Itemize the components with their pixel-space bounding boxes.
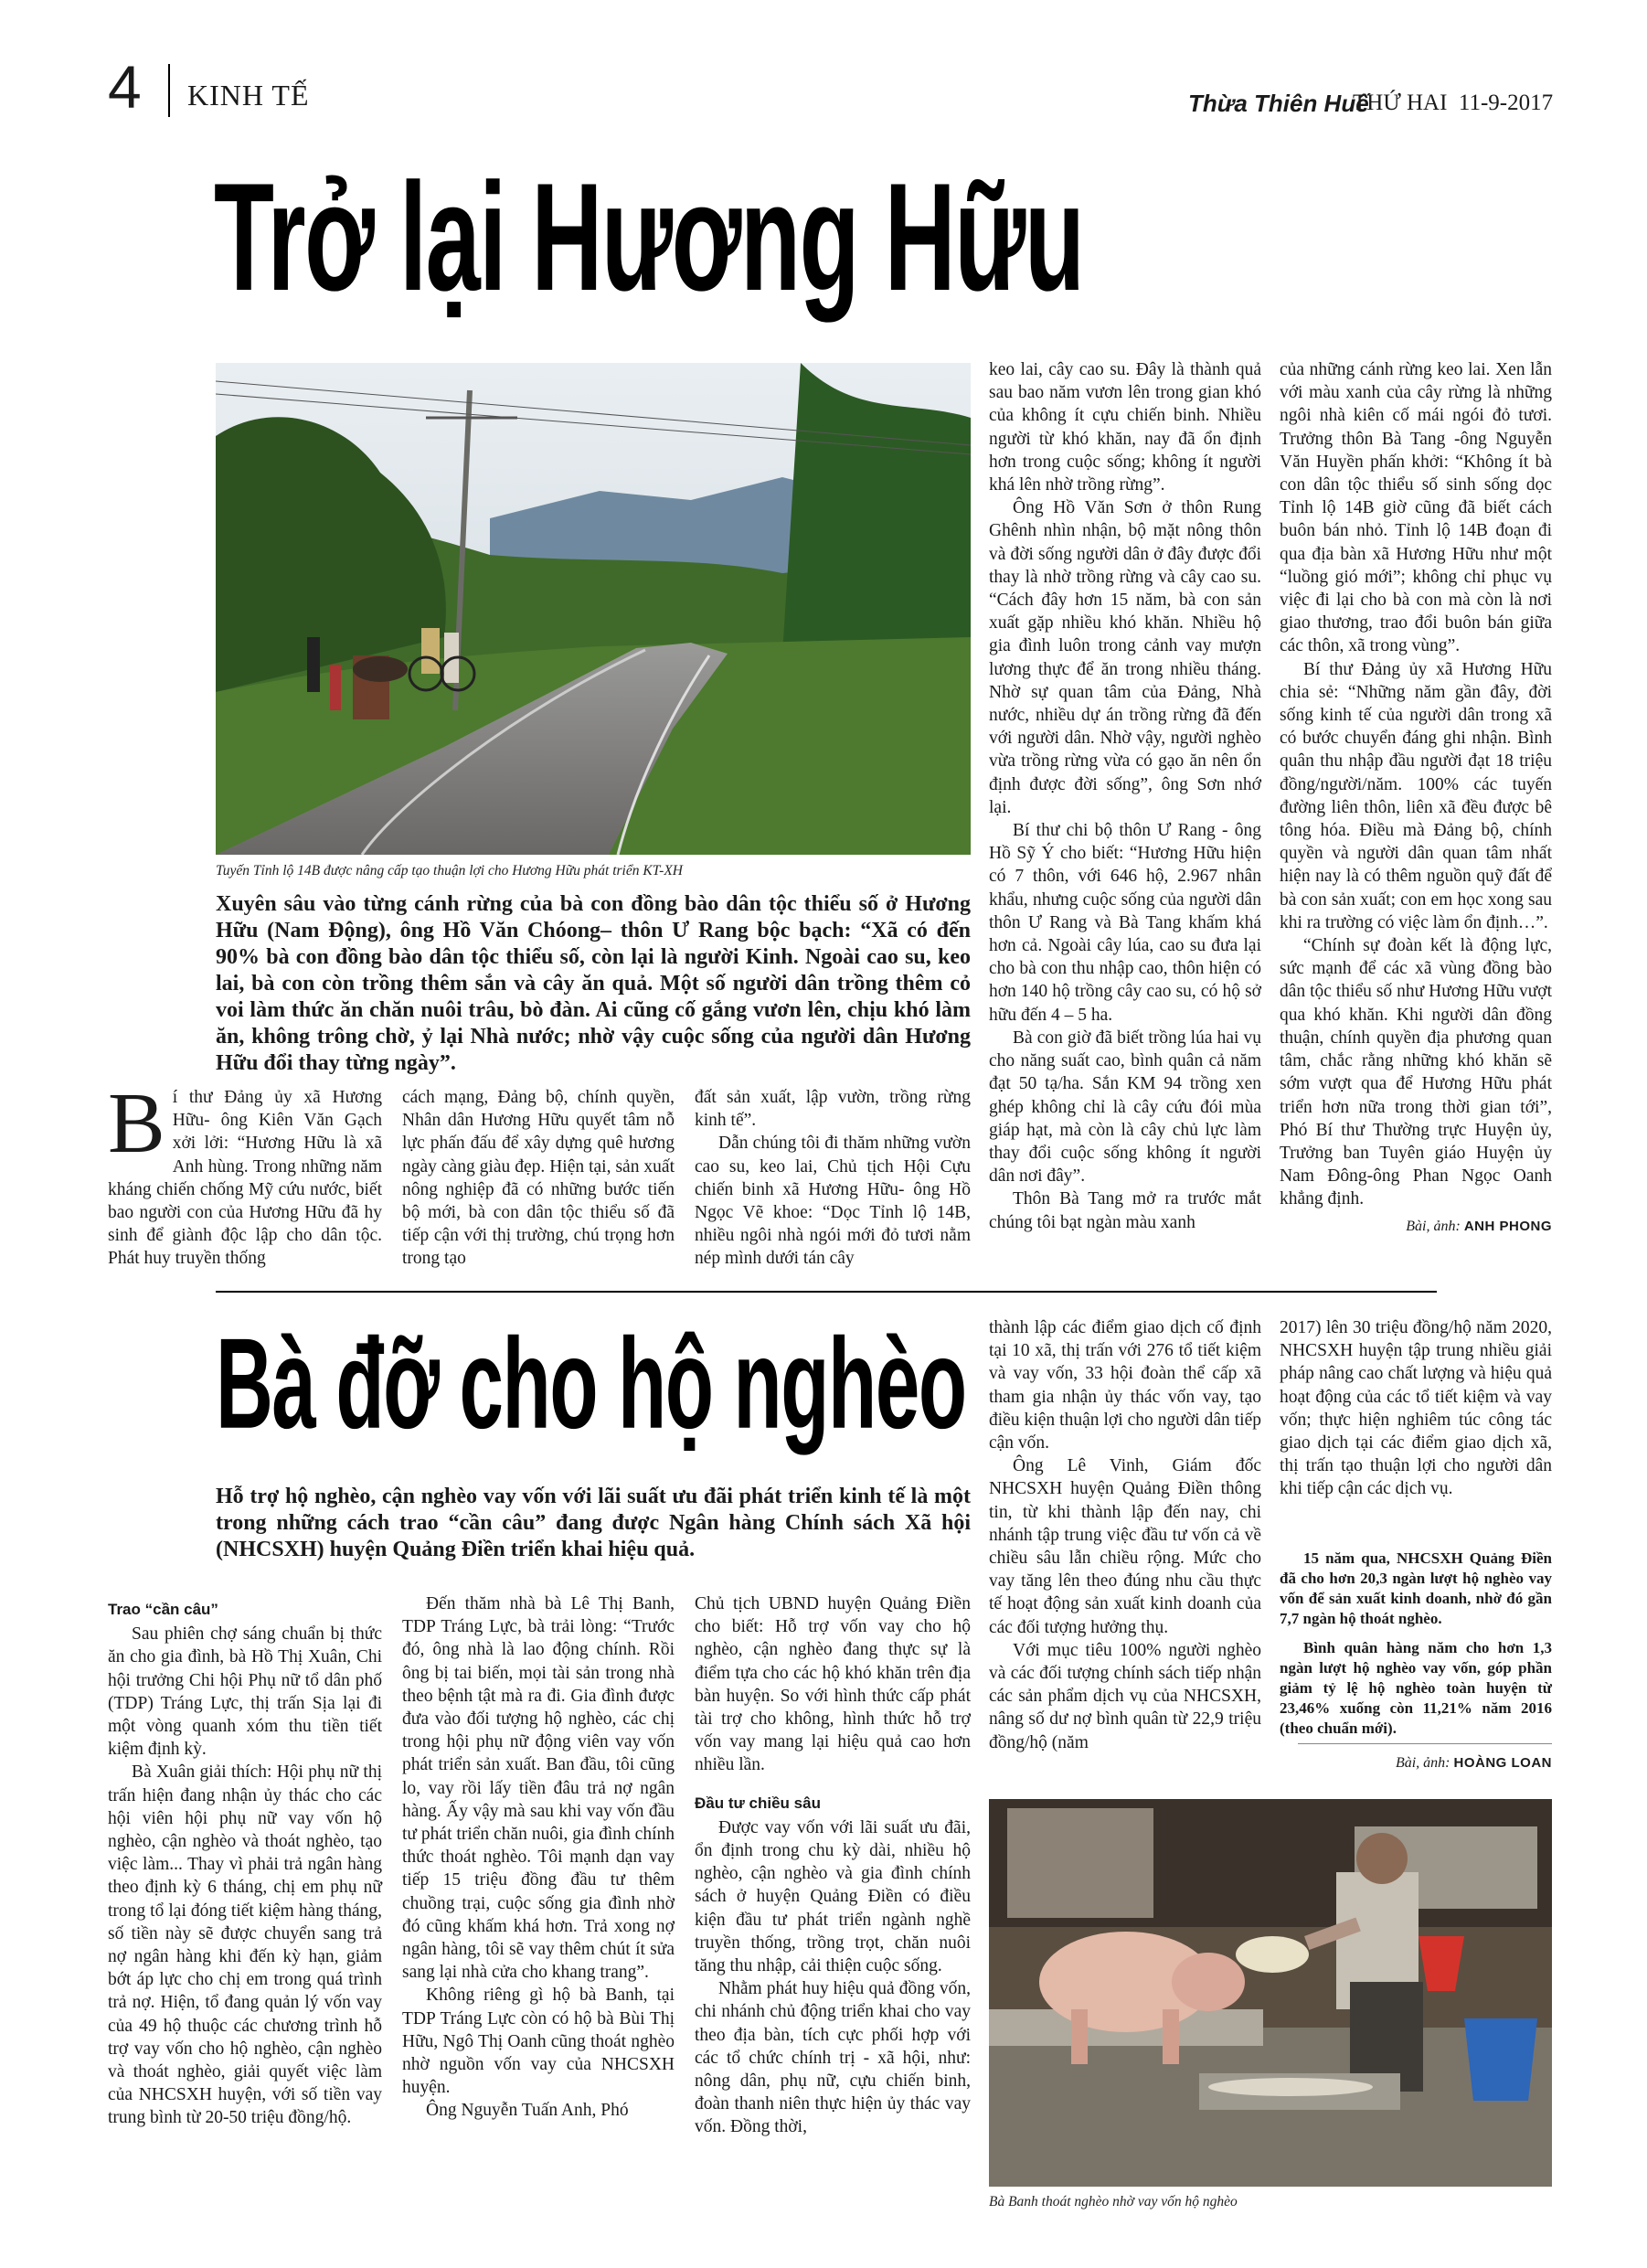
article-separator <box>216 1291 1437 1293</box>
article1-paragraph: cách mạng, Đảng bộ, chính quyền, Nhân dân Hương Hữu quyết tâm nỗ lực phấn đấu để xây dựng quê hương ngày càng giàu đẹp. Hiện tại, sản xuất nông nghiệp đã có những bước tiến bộ mới, bà con dân tộc thiểu số đã tiếp cận với thị trường, chú trọng hơn trong tạo <box>402 1088 675 1269</box>
article1-paragraph: Bí thư Đảng ủy xã Hương Hữu chia sẻ: “Những năm gần đây, đời sống kinh tế của người dân trong xã có bước chuyển đáng ghi nhận. Bình quân thu nhập đầu người đạt 18 triệu đồng/người/năm. 100% các tuyến đường liên thôn, liên xã đều được bê tông hóa. Điều mà Đảng bộ, chính quyền và người dân quan tâm nhất hiện nay là có thêm nguồn quỹ đất để bà con sản xuất; con em học xong sau khi ra trường có việc làm ổn định…”. <box>1280 659 1552 932</box>
highlight-item: 15 năm qua, NHCSXH Quảng Điền đã cho hơn 20,3 ngàn lượt hộ nghèo vay vốn để sản xuất kinh doanh, nhờ đó gần 7,7 ngàn hộ thoát nghèo. <box>1280 1549 1552 1627</box>
article1-paragraph: í thư Đảng ủy xã Hương Hữu- ông Kiên Văn Gạch xởi lởi: “Hương Hữu là xã Anh hùng. Trong những năm kháng chiến chống Mỹ cứu nước, biết bao người con của Hương Hữu đã hy sinh để giành độc lập cho dân tộc. Phát huy truyền thống <box>108 1088 382 1269</box>
article2-paragraph: Được vay vốn với lãi suất ưu đãi, ổn định trong chu kỳ dài, nhiều hộ nghèo, cận nghèo và gia đình chính sách ở huyện Quảng Điền có điều kiện đầu tư phát triển ngành nghề truyền thống, trồng trọt, chăn nuôi tăng thu nhập, cải thiện cuộc sống. <box>695 1817 971 1976</box>
article1-photo <box>216 363 971 855</box>
article1-column-1 <box>108 1076 382 1271</box>
article2-paragraph: Với mục tiêu 100% người nghèo và các đối tượng chính sách tiếp nhận các sản phẩm dịch vụ của NHCSXH, nâng số dư nợ bình quân từ 22,9 triệu đồng/hộ (năm <box>989 1640 1261 1752</box>
article1-byline: Bài, ảnh: ANH PHONG <box>1406 1218 1552 1234</box>
article1-column-5 <box>1280 358 1552 1238</box>
article2-column-5 <box>1280 1316 1552 1501</box>
article2-highlight-box <box>1280 1549 1552 1739</box>
article2-paragraph: 2017) lên 30 triệu đồng/hộ năm 2020, NHCSXH huyện tập trung nhiều giải pháp nâng cao chất lượng và hiệu quả hoạt động của các tổ tiết kiệm và vay vốn; thực hiện nghiêm túc công tác giao dịch tại các điểm giao dịch xã, thị trấn tạo thuận lợi cho người dân khi tiếp cận các dịch vụ. <box>1280 1318 1552 1499</box>
article2-paragraph: Nhằm phát huy hiệu quả đồng vốn, chi nhánh chủ động triển khai cho vay theo địa bàn, tích cực phối hợp với các tổ chức chính trị - xã hội, như: nông dân, phụ nữ, cựu chiến binh, đoàn thanh niên thực hiện ủy thác vay vốn. Đồng thời, <box>695 1979 971 2137</box>
newspaper-name: Thừa Thiên Huế <box>1188 90 1369 117</box>
article1-paragraph: Ông Hồ Văn Sơn ở thôn Rung Ghênh nhìn nhận, bộ mặt nông thôn và đời sống người dân ở đây được đổi thay là nhờ trồng rừng và cây cao su. “Cách đây hơn 15 năm, bà con sản xuất gặp nhiều khó khăn. Nhiều hộ gia đình luôn trong cảnh vay mượn lương thực để ăn trong nhiều tháng. Nhờ sự quan tâm của Đảng, Nhà nước, nhiều dự án trồng rừng đã đến với người dân. Nhờ vậy, người nghèo vừa trồng rừng vừa có gạo ăn nên ổn định được đời sống”, ông Sơn nhớ lại. <box>989 498 1261 817</box>
article2-column-1 <box>108 1592 382 2130</box>
article2-paragraph: Sau phiên chợ sáng chuẩn bị thức ăn cho gia đình, bà Hồ Thị Xuân, Chi hội trưởng Chi hội Phụ nữ tổ dân phố (TDP) Tráng Lực, thị trấn Sịa lại đi một vòng quanh xóm thu tiền tiết kiệm định kỳ. <box>108 1624 382 1760</box>
article2-paragraph: Đến thăm nhà bà Lê Thị Banh, TDP Tráng Lực, bà trải lòng: “Trước đó, ông nhà là lao động chính. Rồi ông bị tai biến, mọi tài sản trong nhà theo bệnh tật mà ra đi. Gia đình được đưa vào đối tượng hộ nghèo, các chị trong hội phụ nữ động viên vay vốn phát triển sản xuất. Ban đầu, tôi cũng lo, vay rồi lấy tiền đâu trả nợ ngân hàng. Ấy vậy mà sau khi vay vốn đầu tư phát triển chăn nuôi, gia đình chính thức thoát nghèo. Tôi mạnh dạn vay tiếp 15 triệu đồng đầu tư thêm chuồng trại, cuộc sống gia đình nhờ đó cũng khấm khá hơn. Trả xong nợ ngân hàng, tôi sẽ vay thêm chút ít sửa sang lại nhà cửa cho khang trang”. <box>402 1594 675 1983</box>
article1-headline: Trở lại Hương Hữu <box>214 150 1084 323</box>
article2-paragraph: Ông Lê Vinh, Giám đốc NHCSXH huyện Quảng Điền thông tin, từ khi thành lập đến nay, chi nhánh tập trung việc đầu tư vốn cả về chiều sâu lẫn chiều rộng. Mức cho vay tăng lên theo đúng nhu cầu thực tế hoạt động sản xuất kinh doanh của các đối tượng hưởng thụ. <box>989 1456 1261 1637</box>
article2-photo <box>989 1799 1552 2187</box>
article1-paragraph: Thôn Bà Tang mở ra trước mắt chúng tôi bạt ngàn màu xanh <box>989 1189 1261 1232</box>
article2-byline: Bài, ảnh: HOÀNG LOAN <box>1395 1755 1552 1771</box>
page-number: 4 <box>108 53 142 121</box>
article1-paragraph: Bí thư chi bộ thôn Ư Rang - ông Hồ Sỹ Ý cho biết: “Hương Hữu hiện có 7 thôn, với 646 hộ, 2.967 nhân khẩu, nhưng cuộc sống của người dân thôn Ư Rang và Bà Tang khấm khá hơn cả. Ngoài cây lúa, cao su đưa lại cho bà con thu nhập cao, thôn hiện có hơn 140 hộ trồng cây cao su, có hộ sở hữu đến 4 – 5 ha. <box>989 821 1261 1025</box>
highlight-item: Bình quân hàng năm cho hơn 1,3 ngàn lượt hộ nghèo vay vốn, góp phần giảm tỷ lệ hộ nghèo toàn huyện từ 23,46% xuống còn 11,21% năm 2016 (theo chuẩn mới). <box>1280 1639 1552 1737</box>
article1-paragraph: của những cánh rừng keo lai. Xen lẫn với màu xanh của cây rừng là những ngôi nhà kiên cố mái ngói đỏ tươi. Trưởng thôn Bà Tang -ông Nguyễn Văn Huyền phấn khởi: “Không ít bà con dân tộc thiểu số sinh sống dọc Tỉnh lộ 14B giờ cũng đã biết cách buôn bán nhỏ. Tỉnh lộ 14B đoạn đi qua địa bàn xã Hương Hữu như một “luồng gió mới”; không chỉ phục vụ việc đi lại cho bà con mà còn là nơi giao thương, trao đổi buôn bán giữa các thôn, xã trong vùng”. <box>1280 360 1552 656</box>
article1-lead: Xuyên sâu vào từng cánh rừng của bà con đồng bào dân tộc thiểu số ở Hương Hữu (Nam Động), ông Hồ Văn Chóong– thôn Ư Rang bộc bạch: “Xã có đến 90% bà con đồng bào dân tộc thiểu số, còn lại là người Kinh. Ngoài cao su, keo lai, bà con còn trồng thêm sắn và cây ăn quả. Một số người dân trồng thêm cỏ voi làm thức ăn chăn nuôi trâu, bò đàn. Ai cũng cố gắng vươn lên, chịu khó làm ăn, không trông chờ, ỷ lại Nhà nước; nhờ vậy cuộc sống của người dân Hương Hữu đổi thay từng ngày”. <box>216 892 971 1075</box>
section-label: KINH TẾ <box>187 79 310 112</box>
article2-paragraph: thành lập các điểm giao dịch cố định tại 10 xã, thị trấn với 276 tổ tiết kiệm và vay vốn, 33 hội đoàn thể cấp xã tham gia nhận ủy thác vốn vay, tạo điều kiện thuận lợi cho người dân tiếp cận vốn. <box>989 1318 1261 1453</box>
article2-column-2 <box>402 1592 675 2123</box>
article1-paragraph: đất sản xuất, lập vườn, trồng rừng kinh tế”. <box>695 1088 971 1131</box>
article1-paragraph: Bà con giờ đã biết trồng lúa hai vụ cho năng suất cao, bình quân cả năm đạt 50 tạ/ha. Sắn KM 94 trồng xen ghép không chỉ là cây cứu đói mùa giáp hạt, mà còn là cây chủ lực làm thay đổi cuộc sống không ít người dân nơi đây”. <box>989 1028 1261 1187</box>
article2-subheading-1: Trao “cần câu” <box>108 1601 218 1618</box>
box-divider <box>1298 1743 1552 1744</box>
article2-lead: Hỗ trợ hộ nghèo, cận nghèo vay vốn với lãi suất ưu đãi phát triển kinh tế là một trong những cách trao “cần câu” đang được Ngân hàng Chính sách Xã hội (NHCSXH) huyện Quảng Điền triển khai hiệu quả. <box>216 1485 971 1561</box>
article1-dropcap: B <box>108 1076 165 1171</box>
page-header <box>0 0 1647 128</box>
header-divider <box>168 64 170 117</box>
article2-headline: Bà đỡ cho hộ nghèo <box>216 1312 966 1456</box>
article1-paragraph: “Chính sự đoàn kết là động lực, sức mạnh để các xã vùng đồng bào dân tộc thiểu số như Hương Hữu vượt qua khó khăn. Khi người dân đồng thuận, chính quyền địa phương quan tâm, chắc rằng những khó khăn sẽ sớm vượt qua để Hương Hữu phát triển hơn nữa trong thời gian tới”, Phó Bí thư Thường trực Huyện ủy, Trưởng ban Tuyên giáo Huyện ủy Nam Đông-ông Phan Ngọc Oanh khẳng định. <box>1280 936 1552 1209</box>
article1-column-4 <box>989 358 1261 1234</box>
article2-paragraph: Chủ tịch UBND huyện Quảng Điền cho biết: Hỗ trợ vốn vay cho hộ nghèo, cận nghèo đang thực sự là điểm tựa cho các hộ khó khăn trên địa bàn huyện. So với hình thức cấp phát tài trợ cho không, hình thức hỗ trợ vốn vay mang lại hiệu quả cao hơn nhiều lần. <box>695 1594 971 1775</box>
article1-photo-caption: Tuyến Tỉnh lộ 14B được nâng cấp tạo thuận lợi cho Hương Hữu phát triển KT-XH <box>216 863 683 878</box>
article2-column-4 <box>989 1316 1261 1754</box>
article2-photo-caption: Bà Banh thoát nghèo nhờ vay vốn hộ nghèo <box>989 2194 1238 2209</box>
article2-subheading-2: Đầu tư chiều sâu <box>695 1794 821 1812</box>
article2-paragraph: Không riêng gì hộ bà Banh, tại TDP Tráng Lực còn có hộ bà Bùi Thị Hữu, Ngô Thị Oanh cũng thoát nghèo nhờ nguồn vốn vay của NHCSXH huyện. <box>402 1986 675 2098</box>
article2-column-3 <box>695 1592 971 2139</box>
article1-paragraph: keo lai, cây cao su. Đây là thành quả sau bao năm vươn lên trong gian khó của không ít cựu chiến binh. Nhiều người từ khó khăn, nay đã ổn định hơn trong cuộc sống; không ít người khá lên nhờ trồng rừng”. <box>989 360 1261 495</box>
article2-paragraph: Ông Nguyễn Tuấn Anh, Phó <box>426 2101 629 2121</box>
article1-column-3 <box>695 1086 971 1271</box>
article1-column-2 <box>402 1086 675 1271</box>
article1-paragraph: Dẫn chúng tôi đi thăm những vườn cao su, keo lai, Chủ tịch Hội Cựu chiến binh xã Hương Hữu- ông Hồ Ngọc Vẽ khoe: “Dọc Tỉnh lộ 14B, nhiều ngôi nhà ngói mới đỏ tươi nằm nép mình dưới tán cây <box>695 1134 971 1269</box>
article2-paragraph: Bà Xuân giải thích: Hội phụ nữ thị trấn hiện đang nhận ủy thác cho các hội viên hội phụ nữ vay vốn hộ nghèo, cận nghèo và thoát nghèo, tạo việc làm... Thay vì phải trả ngân hàng theo định kỳ 6 tháng, chị em phụ nữ trong tổ lại đóng tiết kiệm hàng tháng, số tiền này sẽ được chuyển sang trả nợ ngân hàng khi đến kỳ hạn, giảm bớt áp lực cho chị em trong quá trình trả nợ. Hiện, tổ đang quản lý vốn vay của 49 hộ thuộc các chương trình hỗ trợ vay vốn cho hộ nghèo, cận nghèo và thoát nghèo, giải quyết việc làm của NHCSXH huyện, với số tiền vay trung bình từ 20-50 triệu đồng/hộ. <box>108 1762 382 2128</box>
issue-date: THỨ HAI 11-9-2017 <box>1353 91 1554 115</box>
